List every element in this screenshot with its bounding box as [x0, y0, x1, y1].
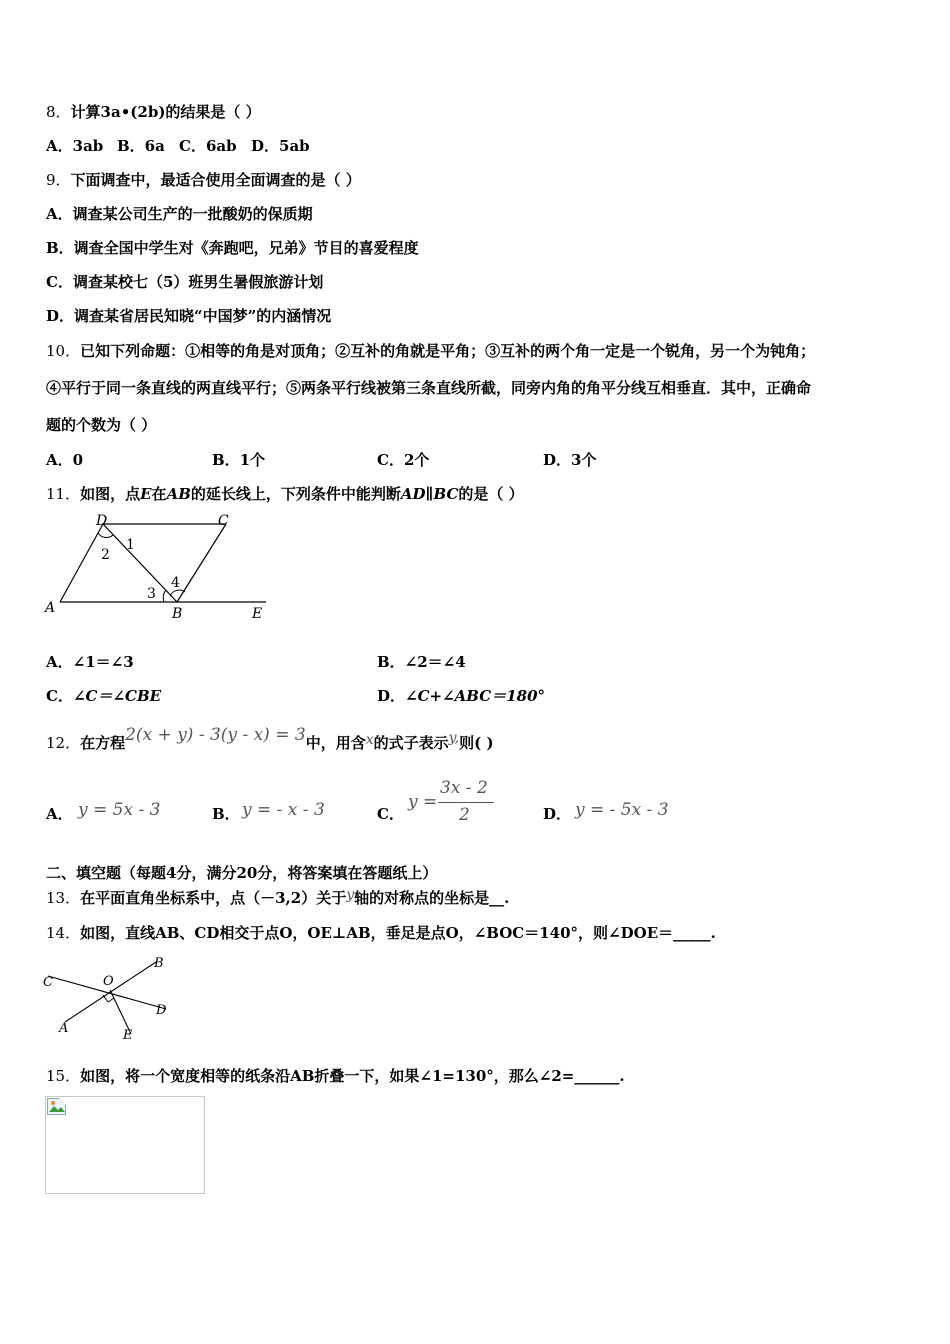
option-a: A．∠1＝∠3 — [46, 653, 134, 671]
question-text: 如图，直线AB、CD相交于点O，OE⊥AB，垂足是点O，∠BOC＝140°，则∠DOE＝_____. — [80, 924, 716, 942]
variable-y: y — [346, 887, 355, 903]
text-fragment: 在方程 — [80, 734, 126, 752]
broken-image-placeholder — [45, 1096, 205, 1194]
option-c: C．调查某校七（5）班男生暑假旅游计划 — [46, 273, 324, 291]
option-label: B． — [212, 805, 240, 823]
option-d — [543, 804, 571, 824]
point-e-label: E — [252, 606, 263, 622]
line-da — [60, 524, 103, 602]
option-a-formula: y = 5x - 3 — [78, 800, 161, 820]
text-fragment: 则( ) — [459, 734, 494, 752]
question-11 — [46, 484, 524, 504]
question-9 — [46, 170, 361, 190]
question-text-line1: 已知下列命题：①相等的角是对顶角；②互补的角就是平角；③互补的两个角一定是一个锐角，另一个为钝角； — [80, 342, 816, 360]
angle-4-label: 4 — [171, 575, 180, 591]
question-number: 8． — [46, 103, 71, 121]
angle-arc — [98, 533, 113, 538]
option-b — [212, 804, 240, 824]
option-label: C． — [377, 805, 404, 823]
question-13 — [46, 888, 509, 909]
question-number: 15． — [46, 1067, 81, 1085]
line-cb — [177, 524, 226, 602]
text-fragment: 中，用含 — [305, 734, 366, 752]
question-number: 9． — [46, 171, 71, 189]
question-text: 下面调查中，最适合使用全面调查的是（ ） — [70, 171, 361, 189]
point-a-label: A — [45, 600, 56, 616]
point-d-label: D — [96, 513, 108, 529]
question-10 — [46, 341, 815, 361]
text-fragment: 在 — [151, 485, 167, 503]
point-label: E — [140, 485, 152, 503]
option-d: D．5ab — [251, 137, 310, 155]
question-text: 计算3a•(2b)的结果是（ ） — [70, 103, 261, 121]
option-b-formula: y = - x - 3 — [242, 800, 325, 820]
option-label: D． — [377, 687, 406, 705]
text-fragment: 的是（ ） — [458, 485, 524, 503]
question-12 — [46, 725, 494, 759]
question-15 — [46, 1066, 625, 1086]
option-c: C．2个 — [377, 451, 430, 469]
text-fragment: 轴的对称点的坐标是__. — [354, 889, 510, 907]
option-b: B．∠2＝∠4 — [377, 653, 466, 671]
text-fragment: 如图，点 — [80, 485, 141, 503]
question-number: 13． — [46, 889, 81, 907]
question-text-line2: ④平行于同一条直线的两直线平行；⑤两条平行线被第三条直线所截，同旁内角的角平分线互相垂直．其中，正确命 — [46, 379, 812, 397]
question-text-line3: 题的个数为（ ） — [46, 416, 157, 434]
question-text: 如图，将一个宽度相等的纸条沿AB折叠一下，如果∠1=130°，那么∠2=______. — [80, 1067, 625, 1085]
option-label: A． — [46, 805, 73, 823]
point-b-label: B — [172, 606, 183, 622]
segment-label: AB — [166, 485, 191, 503]
option-label: C． — [46, 687, 73, 705]
question-14 — [46, 923, 716, 943]
point-c-label: C — [218, 513, 229, 529]
question-number: 10． — [46, 342, 81, 360]
angle-1-label: 1 — [126, 537, 135, 553]
option-a — [46, 804, 73, 824]
option-b: B．6a — [117, 137, 165, 155]
option-label: D． — [543, 805, 572, 823]
question-number: 14． — [46, 924, 81, 942]
angle-2-label: 2 — [101, 547, 110, 563]
option-d: D．3个 — [543, 451, 597, 469]
section-title: 二、填空题（每题4分，满分20分，将答案填在答题纸上） — [46, 864, 438, 882]
question-number: 12． — [46, 734, 81, 752]
point-d-label: D — [156, 1003, 167, 1018]
equation: 2(x + y) - 3(y - x) = 3 — [125, 725, 306, 745]
text-fragment: 的式子表示 — [373, 734, 449, 752]
point-a-label: A — [59, 1021, 69, 1036]
parallel-label: AD∥BC — [400, 485, 459, 503]
text-fragment: 在平面直角坐标系中，点（－3,2）关于 — [80, 889, 347, 907]
fraction-bar — [438, 802, 494, 803]
option-b: B．调查全国中学生对《奔跑吧，兄弟》节目的喜爱程度 — [46, 239, 419, 257]
option-d: D．调查某省居民知晓“中国梦”的内涵情况 — [46, 307, 332, 325]
point-b-label: B — [154, 956, 164, 971]
option-d — [377, 686, 545, 706]
intersecting-lines-figure — [40, 952, 170, 1042]
question-number: 11． — [46, 485, 81, 503]
option-text: ∠C+∠ABC＝180° — [405, 687, 546, 705]
option-a: A．0 — [46, 451, 84, 469]
variable-x: x — [365, 732, 374, 748]
option-b: B．1个 — [212, 451, 266, 469]
option-c: C．6ab — [179, 137, 237, 155]
parallelogram-figure — [40, 510, 280, 624]
point-c-label: C — [43, 975, 53, 990]
text-fragment: 的延长线上，下列条件中能判断 — [190, 485, 401, 503]
point-e-label: E — [123, 1028, 133, 1042]
fraction-lhs: y = — [408, 792, 438, 812]
fraction-denominator: 2 — [459, 805, 470, 825]
question-8 — [46, 102, 261, 122]
angle-arc — [163, 590, 166, 602]
option-c — [46, 686, 161, 706]
broken-image-icon — [47, 1098, 67, 1116]
angle-3-label: 3 — [147, 586, 156, 602]
option-d-formula: y = - 5x - 3 — [575, 800, 669, 820]
option-a: A．调查某公司生产的一批酸奶的保质期 — [46, 205, 313, 223]
variable-y: y, — [448, 730, 460, 746]
fraction-numerator: 3x - 2 — [440, 778, 488, 798]
option-c-formula — [408, 778, 498, 828]
option-c — [377, 804, 404, 824]
point-o-label: O — [103, 974, 114, 989]
option-a: A．3ab — [46, 137, 104, 155]
option-text: ∠C＝∠CBE — [72, 687, 162, 705]
